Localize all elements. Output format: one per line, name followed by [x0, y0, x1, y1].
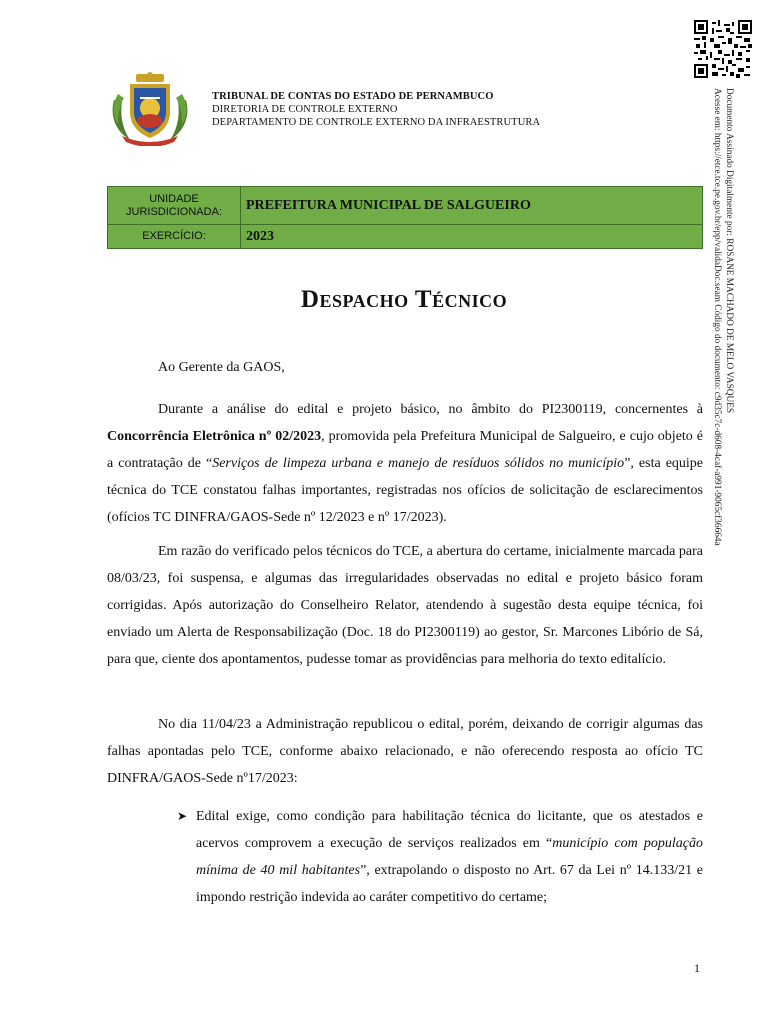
- page-title: Despacho Técnico: [300, 286, 508, 313]
- bullet-text: [196, 803, 703, 911]
- table-row: [108, 225, 703, 249]
- p1-text-c: , promovida pela Prefeitura Municipal de Salgueiro, e cujo objeto é a contratação de “: [107, 429, 703, 471]
- digital-signature-note: [712, 88, 735, 588]
- org-directorate: DIRETORIA DE CONTROLE EXTERNO: [212, 104, 398, 115]
- list-item: [177, 803, 703, 911]
- table-row: [108, 187, 703, 225]
- qr-code-icon: [694, 20, 752, 78]
- page-number: 1: [694, 961, 700, 975]
- bullet-quote: município com população mínima de 40 mil habitantes: [196, 836, 704, 878]
- year-label: EXERCÍCIO:: [108, 225, 241, 249]
- year-value: 2023: [241, 225, 703, 249]
- verification-line: Acesse em: https://etce.tce.pe.gov.br/epp/validaDoc.seam Código do documento: c9d35c7c-d608-4caf-a991-9065cf36664a: [712, 88, 722, 546]
- bullet-text-c: ”, extrapolando o disposto no Art. 67 da Lei nº 14.133/21 e impondo restrição indevida ao caráter competitivo do certame;: [196, 863, 703, 905]
- org-department: DEPARTAMENTO DE CONTROLE EXTERNO DA INFRAESTRUTURA: [212, 117, 541, 128]
- p1-bid-reference: Concorrência Eletrônica nº 02/2023: [107, 429, 322, 444]
- unit-label-line1: UNIDADE: [149, 192, 199, 205]
- paragraph-1: [107, 396, 703, 531]
- paragraph-2: Em razão do verificado pelos técnicos do TCE, a abertura do certame, inicialmente marcada para 08/03/23, foi suspensa, e algumas das irregularidades observadas no edital e projeto básico foram corrigidas. Após autorização do Conselheiro Relator, atendendo à sugestão desta equipe técnica, foi enviado um Alerta de Responsabilização (Doc. 18 do PI2300119) ao gestor, Sr. Marcones Libório de Sá, para que, ciente dos apontamentos, pudesse tomar as providências para melhoria do texto editalício.: [107, 544, 703, 667]
- org-name: TRIBUNAL DE CONTAS DO ESTADO DE PERNAMBUCO: [212, 91, 494, 102]
- arrow-bullet-icon: ➤: [177, 809, 188, 823]
- p1-text-a: Durante a análise do edital e projeto básico, no âmbito do PI2300119, concernentes à: [158, 402, 703, 417]
- coat-of-arms-icon: [108, 70, 192, 146]
- signature-line: Documento Assinado Digitalmente por: ROSANE MACHADO DE MELO VASQUES: [724, 88, 734, 414]
- organization-block: [212, 90, 540, 129]
- unit-label-line2: JURISDICIONADA:: [126, 205, 222, 218]
- paragraph-3: No dia 11/04/23 a Administração republicou o edital, porém, deixando de corrigir algumas das falhas apontadas pelo TCE, conforme abaixo relacionado, e não oferecendo resposta ao ofício TC DINFRA/GAOS-Sede nº17/2023:: [107, 717, 703, 786]
- p1-text-e: ”, esta equipe técnica do TCE constatou falhas importantes, registradas nos ofícios de solicitação de esclarecimentos (ofícios TC DINFRA/GAOS-Sede nº 12/2023 e nº 17/2023).: [107, 456, 704, 525]
- p1-object-quote: Serviços de limpeza urbana e manejo de resíduos sólidos no município: [212, 456, 625, 471]
- unit-value: PREFEITURA MUNICIPAL DE SALGUEIRO: [241, 187, 703, 225]
- info-table: [107, 186, 703, 249]
- greeting: Ao Gerente da GAOS,: [158, 360, 285, 375]
- document-header: [108, 70, 588, 150]
- unit-label: [108, 187, 241, 225]
- bullet-text-a: Edital exige, como condição para habilitação técnica do licitante, que os atestados e acervos comprovem a execução de serviços realizados em “: [196, 809, 703, 851]
